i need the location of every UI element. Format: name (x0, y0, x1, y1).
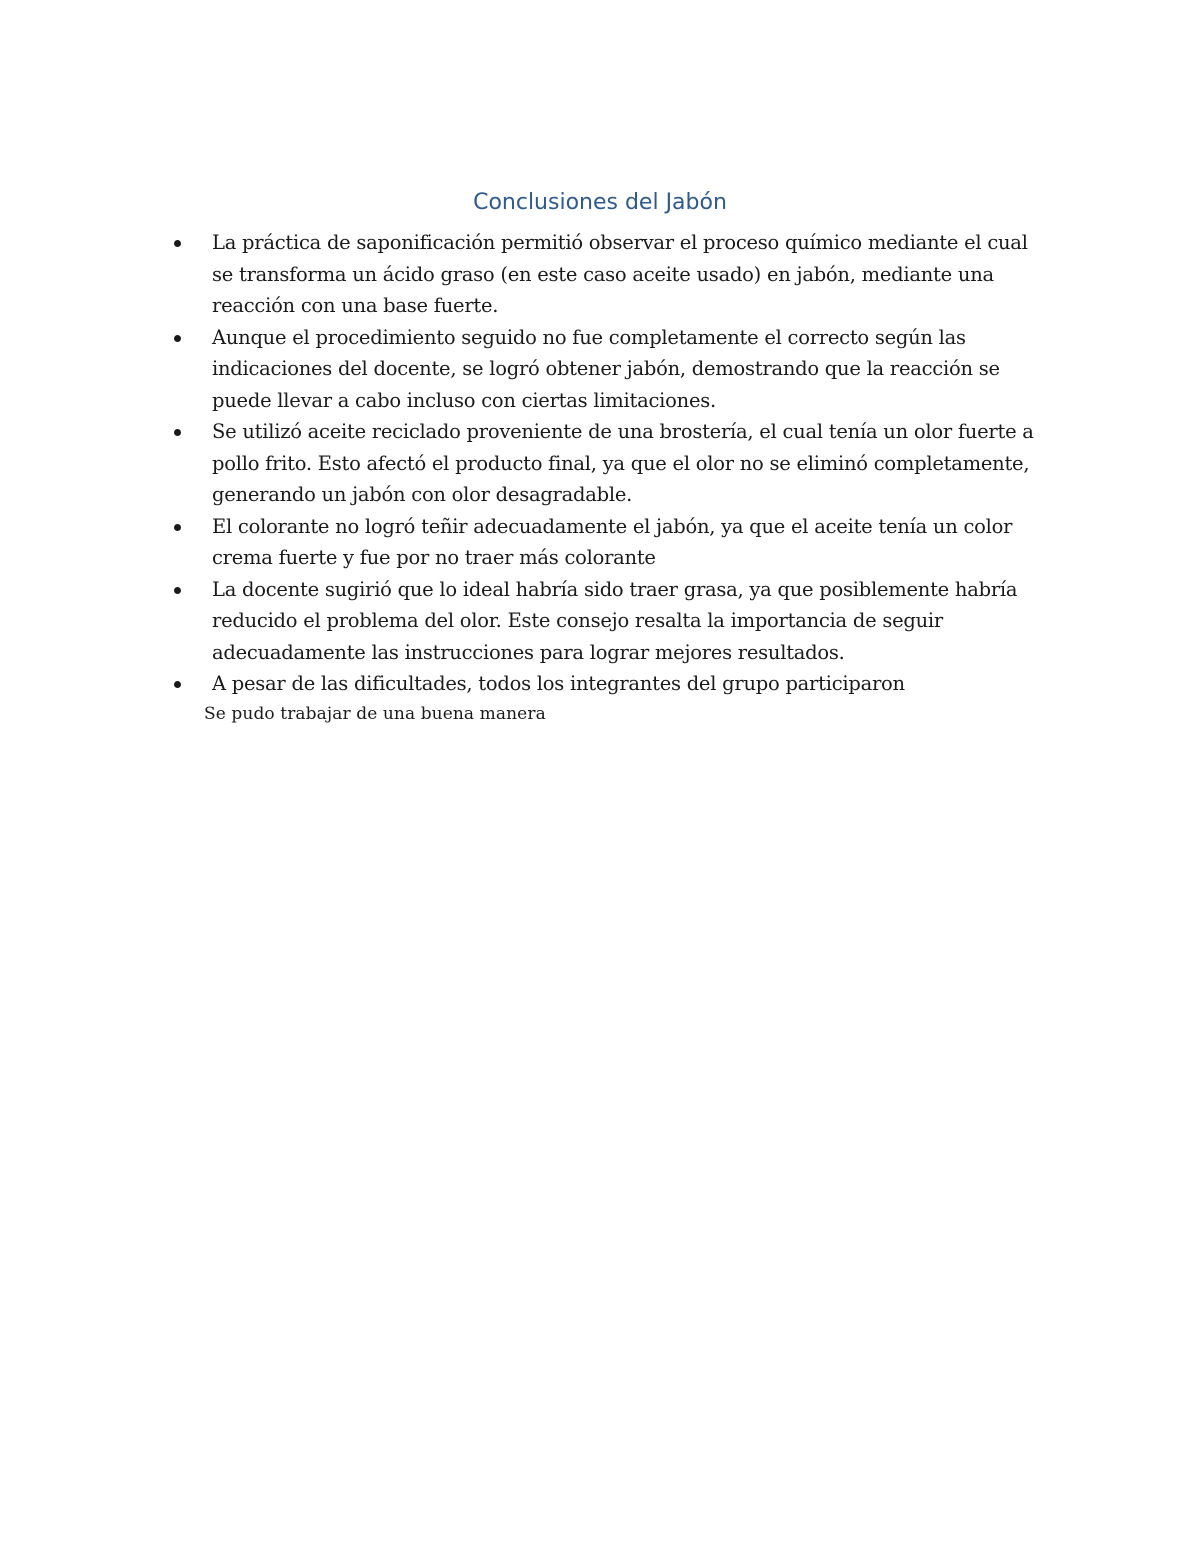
conclusions-list (168, 227, 1038, 700)
bullet-icon (174, 240, 181, 247)
list-item (168, 668, 1038, 700)
list-item (168, 511, 1038, 574)
list-item (168, 574, 1038, 669)
list-item (168, 416, 1038, 511)
trailing-paragraph: Se pudo trabajar de una buena manera (204, 704, 546, 724)
document-title: Conclusiones del Jabón (473, 190, 727, 215)
list-item-text: Aunque el procedimiento seguido no fue completamente el correcto según las indicaciones del docente, se logró obtener jabón, demostrando que la reacción se puede llevar a cabo incluso con ciertas limitaciones. (212, 325, 1000, 412)
bullet-icon (174, 587, 181, 594)
bullet-icon (174, 429, 181, 436)
list-item-text: A pesar de las dificultades, todos los integrantes del grupo participaron (212, 672, 905, 695)
list-item (168, 322, 1038, 417)
bullet-icon (174, 681, 181, 688)
list-item-text: Se utilizó aceite reciclado proveniente de una brostería, el cual tenía un olor fuerte a pollo frito. Esto afectó el producto final, ya que el olor no se eliminó completamente, generando un jabón con olor desagradable. (212, 420, 1034, 506)
list-item-text: La práctica de saponificación permitió observar el proceso químico mediante el cual se transforma un ácido graso (en este caso aceite usado) en jabón, mediante una reacción con una base fuerte. (212, 231, 1028, 317)
bullet-icon (174, 335, 181, 342)
bullet-icon (174, 524, 181, 531)
list-item-text: La docente sugirió que lo ideal habría sido traer grasa, ya que posiblemente habría reducido el problema del olor. Este consejo resalta la importancia de seguir adecuadamente las instrucciones para lograr mejores resultados. (212, 577, 1018, 664)
list-item (168, 227, 1038, 322)
list-item-text: El colorante no logró teñir adecuadamente el jabón, ya que el aceite tenía un color crema fuerte y fue por no traer más colorante (212, 514, 1013, 569)
